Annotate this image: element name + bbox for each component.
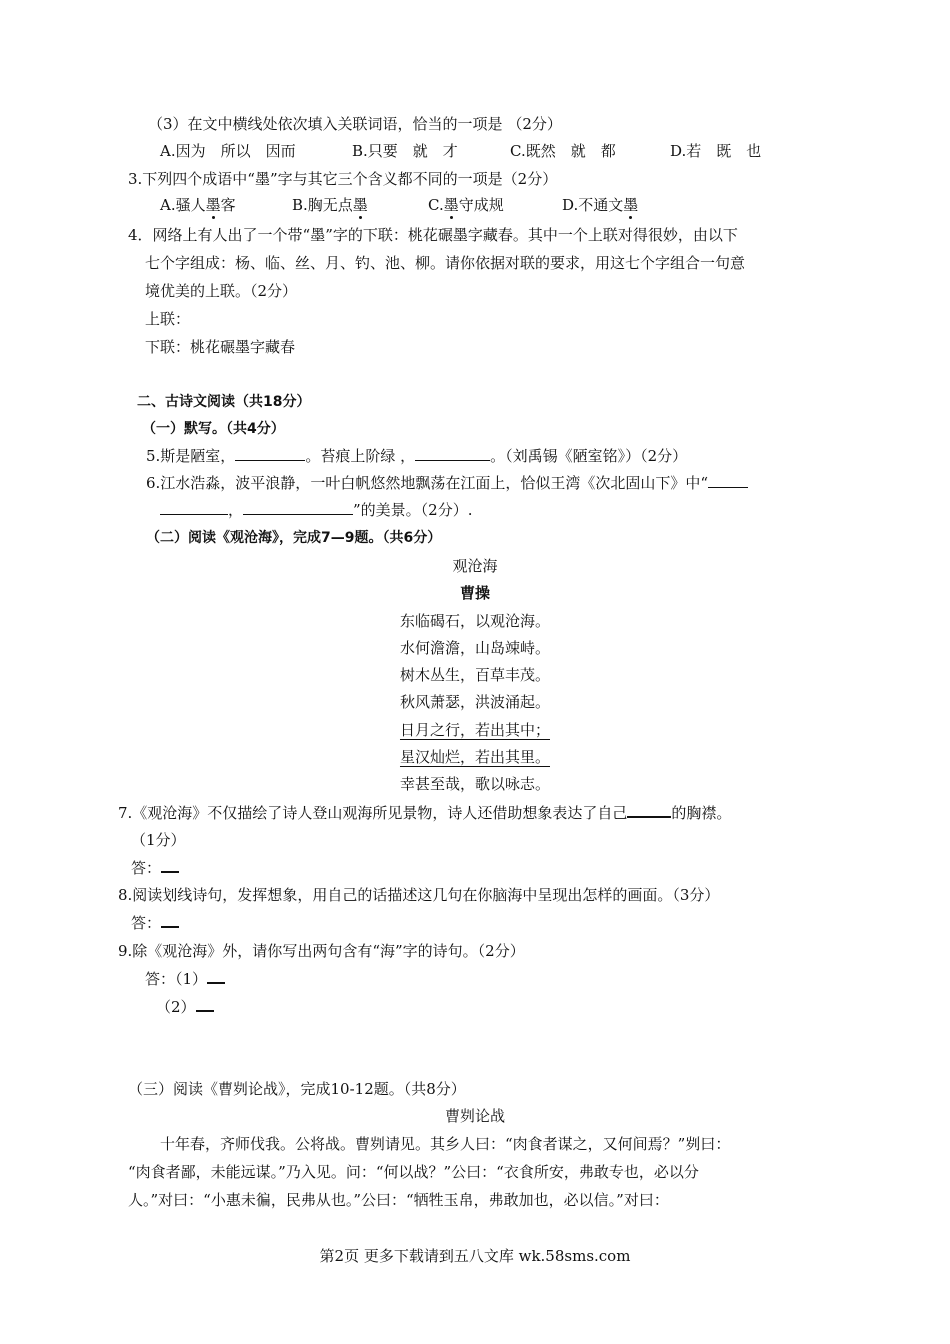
q7-blank[interactable]	[627, 802, 671, 818]
q3b-option-c: C.墨守成规	[428, 196, 504, 214]
q9-answer-1: 答：（1）	[145, 968, 225, 990]
q6-blank-1a[interactable]	[708, 473, 748, 488]
q4-lower: 下联：桃花碾墨字藏春	[145, 338, 296, 356]
q9-answer-blank-2[interactable]	[196, 996, 214, 1012]
q3b-option-a: A.骚人墨客	[160, 196, 236, 214]
poem-line: 幸甚至哉，歌以咏志。	[399, 775, 550, 793]
q4-line2: 七个字组成：杨、临、丝、月、钓、池、柳。请你依据对联的要求，用这七个字组合一句意	[145, 254, 746, 272]
poem-line-underlined: 星汉灿烂，若出其里。	[399, 748, 550, 766]
poem-line: 树木丛生，百草丰茂。	[399, 666, 550, 684]
q5-blank-1[interactable]	[235, 446, 305, 461]
emphasis-dot: 墨	[623, 196, 639, 214]
q3b-option-d: D.不通文墨	[562, 196, 639, 214]
section2-title: 二、古诗文阅读（共18分）	[137, 394, 311, 410]
q6-blank-2[interactable]	[243, 500, 353, 515]
q3b-option-b: B.胸无点墨	[292, 196, 368, 214]
poem-line: 水何澹澹，山岛竦峙。	[399, 639, 550, 657]
q3-option-c: C.既然 就 都	[510, 142, 616, 160]
emphasis-dot: 墨	[352, 196, 368, 214]
section2-sub1: （一）默写。（共4分）	[142, 421, 285, 437]
q6-line1: 6.江水浩淼，波平浪静，一叶白帆悠然地飘荡在江面上，恰似王湾《次北固山下》中“	[146, 472, 748, 494]
passage-line: 十年春，齐师伐我。公将战。曹刿请见。其乡人曰：“肉食者谋之，又何间焉？”刿曰：	[160, 1135, 731, 1153]
section3-heading: 曹刿论战	[444, 1107, 505, 1125]
q9-stem: 9.除《观沧海》外，请你写出两句含有“海”字的诗句。（2分）	[118, 942, 525, 960]
q7-score: （1分）	[131, 831, 186, 849]
q3-option-a: A.因为 所以 因而	[160, 142, 296, 160]
q4-line1: 4．网络上有人出了一个带“墨”字的下联：桃花碾墨字藏春。其中一个上联对得很妙，由以下	[128, 226, 738, 244]
q9-answer-blank-1[interactable]	[207, 968, 225, 984]
q4-line3: 境优美的上联。（2分）	[145, 282, 298, 300]
q9-answer-2: （2）	[156, 996, 214, 1018]
poem-title: 观沧海	[452, 557, 498, 575]
poem-line: 秋风萧瑟，洪波涌起。	[399, 693, 550, 711]
poem-author: 曹操	[459, 584, 490, 602]
poem-line-underlined: 日月之行，若出其中；	[399, 721, 550, 739]
poem-line: 东临碣石，以观沧海。	[399, 612, 550, 630]
q5-blank-2[interactable]	[415, 446, 490, 461]
q7-answer-blank[interactable]	[161, 857, 179, 873]
q6-line2: ， ”的美景。（2分）.	[160, 499, 473, 521]
emphasis-dot: 墨	[443, 196, 459, 214]
q3-option-b: B.只要 就 才	[352, 142, 458, 160]
q8-stem: 8.阅读划线诗句，发挥想象，用自己的话描述这几句在你脑海中呈现出怎样的画面。（3分）	[118, 886, 720, 904]
q3-option-d: D.若 既 也	[670, 142, 762, 160]
q3-stem: （3）在文中横线处依次填入关联词语，恰当的一项是 （2分）	[148, 115, 562, 133]
q8-answer: 答：	[131, 912, 179, 934]
q4-upper: 上联：	[145, 310, 191, 328]
page-footer: 第2页 更多下载请到五八文库 wk.58sms.com	[319, 1247, 631, 1265]
passage-line: 人。”对曰：“小惠未徧，民弗从也。”公曰：“牺牲玉帛，弗敢加也，必以信。”对曰：	[128, 1191, 669, 1209]
q5: 5.斯是陋室， 。苔痕上阶绿 ， 。（刘禹锡《陋室铭》）（2分）	[146, 447, 688, 465]
q6-blank-1b[interactable]	[160, 500, 228, 515]
q3b-stem: 3.下列四个成语中“墨”字与其它三个含义都不同的一项是（2分）	[128, 170, 558, 188]
q8-answer-blank[interactable]	[161, 912, 179, 928]
passage-line: “肉食者鄙，未能远谋。”乃入见。问：“何以战？”公曰：“衣食所安，弗敢专也，必以分	[128, 1163, 699, 1181]
emphasis-dot: 墨	[205, 196, 221, 214]
q7-stem: 7.《观沧海》不仅描绘了诗人登山观海所见景物，诗人还借助想象表达了自己 的胸襟。	[118, 804, 732, 822]
section3-title: （三）阅读《曹刿论战》，完成10-12题。（共8分）	[128, 1080, 466, 1098]
q7-answer: 答：	[131, 857, 179, 879]
section2-sub2: （二）阅读《观沧海》，完成7—9题。（共6分）	[146, 530, 442, 546]
